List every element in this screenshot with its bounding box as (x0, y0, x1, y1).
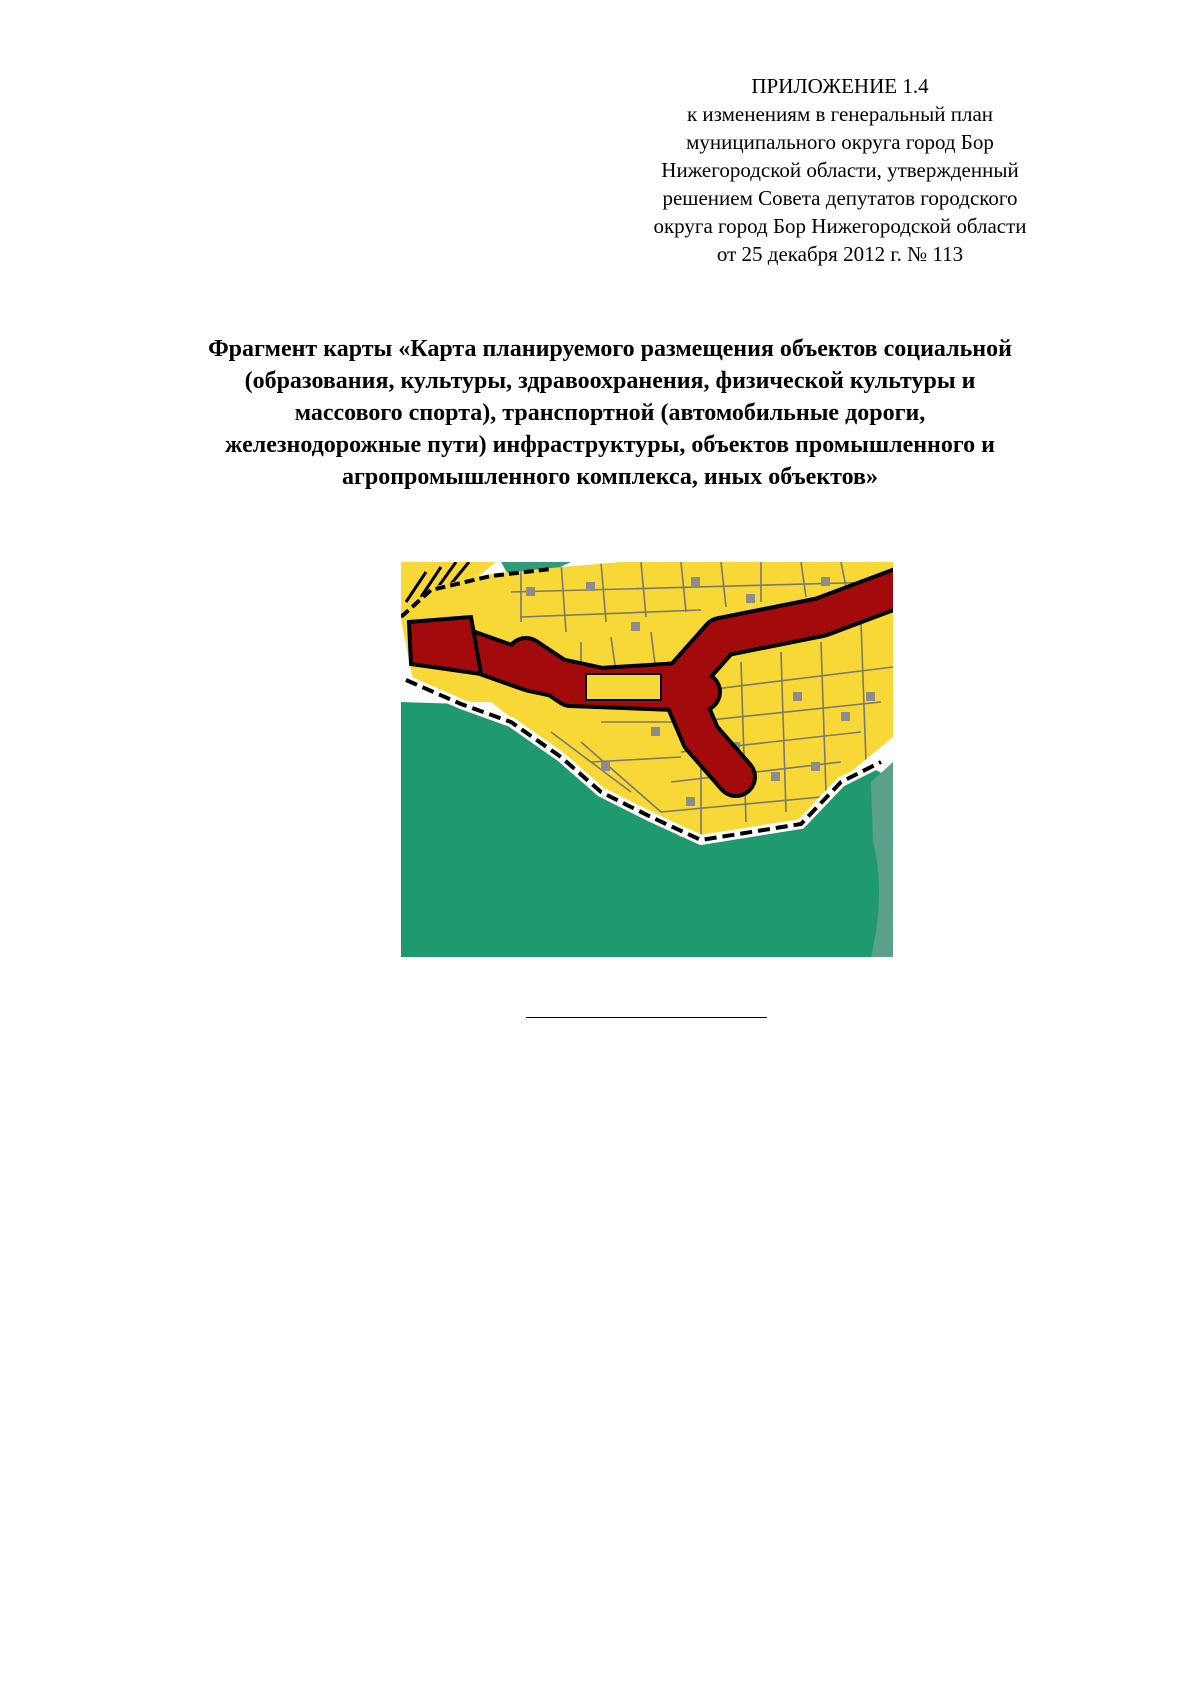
appendix-line: от 25 декабря 2012 г. № 113 (716, 242, 964, 266)
closing-rule (526, 1017, 767, 1018)
appendix-line: решением Совета депутатов городского (662, 186, 1018, 210)
title-line: массового спорта), транспортной (автомобильные дороги, (294, 400, 926, 426)
appendix-line: к изменениям в генеральный план (686, 102, 994, 126)
appendix-header (640, 72, 1040, 268)
title-line: агропромышленного комплекса, иных объектов» (341, 464, 878, 490)
appendix-line: ПРИЛОЖЕНИЕ 1.4 (751, 74, 929, 98)
document-title (110, 333, 1110, 493)
appendix-line: муниципального округа город Бор (686, 130, 994, 154)
title-line: Фрагмент карты «Карта планируемого размещения объектов социальной (208, 336, 1012, 362)
map-fragment (401, 562, 893, 957)
road-arrow (409, 617, 481, 674)
title-line: (образования, культуры, здравоохранения, физической культуры и (244, 368, 976, 394)
appendix-line: Нижегородской области, утвержденный (661, 158, 1019, 182)
road-island (586, 674, 661, 700)
appendix-line: округа город Бор Нижегородской области (653, 214, 1027, 238)
title-line: железнодорожные пути) инфраструктуры, объектов промышленного и (224, 432, 996, 458)
